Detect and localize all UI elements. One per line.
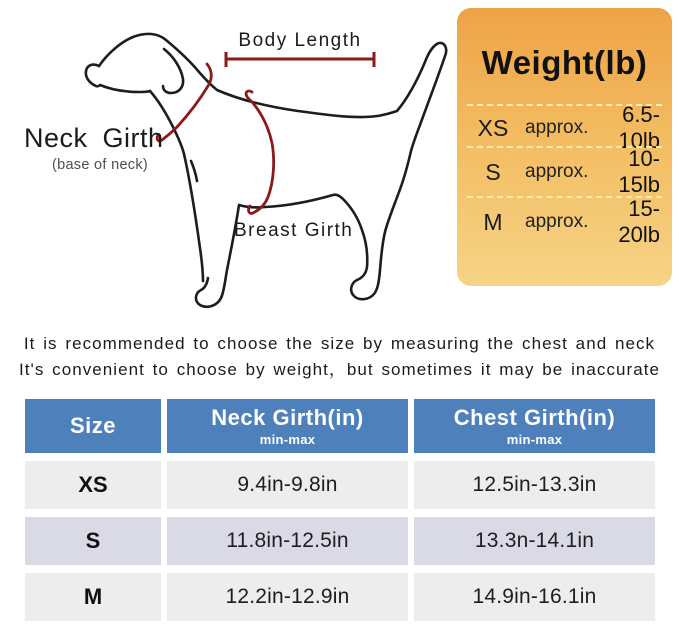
header-cell-chest-girth — [414, 399, 655, 453]
weight-row-value: 10-15lb — [618, 146, 660, 197]
dog-shoulder-hint-path — [191, 161, 197, 181]
sizing-note — [0, 331, 679, 383]
weight-row-m — [471, 196, 660, 247]
cell-neck-girth: 9.4in-9.8in — [167, 461, 408, 509]
neck-girth-label: Neck Girth — [24, 123, 164, 153]
table-row-m — [25, 573, 655, 621]
weight-row-value: 15-20lb — [618, 196, 660, 247]
dog-chest-front-leg-path — [150, 91, 203, 281]
weight-row-size: M — [483, 208, 503, 235]
weight-panel-title: Weight(lb) — [481, 44, 648, 81]
body-length-measure-line — [226, 52, 374, 67]
cell-chest-girth: 13.3n-14.1in — [414, 517, 655, 565]
table-row-xs — [25, 461, 655, 509]
breast-girth-label: Breast Girth — [234, 220, 354, 241]
weight-row-size: S — [485, 158, 501, 185]
weight-panel — [457, 8, 672, 286]
header-label: Chest Girth(in) — [453, 405, 616, 430]
header-label: Size — [69, 413, 117, 438]
cell-neck-girth: 11.8in-12.5in — [167, 517, 408, 565]
size-table-header — [25, 399, 655, 453]
sizing-note-line2: It's convenient to choose by weight，but sometimes it may be inaccurate — [18, 360, 661, 379]
weight-row-size: XS — [477, 114, 509, 141]
header-sublabel: min-max — [259, 432, 316, 447]
dog-nose-jaw-path — [86, 65, 150, 92]
weight-row-approx: approx. — [525, 211, 589, 232]
cell-neck-girth: 12.2in-12.9in — [167, 573, 408, 621]
table-row-s — [25, 517, 655, 565]
header-label: Neck Girth(in) — [211, 405, 364, 430]
cell-size: S — [25, 517, 161, 565]
weight-row-xs — [471, 102, 660, 153]
weight-row-s — [471, 146, 660, 197]
header-cell-size — [25, 399, 161, 453]
cell-size: XS — [25, 461, 161, 509]
weight-row-approx: approx. — [525, 117, 589, 138]
dog-ear-path — [163, 49, 183, 93]
weight-row-approx: approx. — [525, 161, 589, 182]
breast-girth-arc — [246, 91, 273, 213]
size-table — [25, 399, 655, 621]
cell-size: M — [25, 573, 161, 621]
neck-girth-sublabel: (base of neck) — [51, 157, 149, 173]
weight-row-value: 6.5-10lb — [618, 102, 660, 153]
body-length-label: Body Length — [238, 30, 362, 51]
dog-measurement-diagram — [0, 0, 460, 335]
header-sublabel: min-max — [506, 432, 563, 447]
cell-chest-girth: 14.9in-16.1in — [414, 573, 655, 621]
header-cell-neck-girth — [167, 399, 408, 453]
cell-chest-girth: 12.5in-13.3in — [414, 461, 655, 509]
sizing-note-line1: It is recommended to choose the size by measuring the chest and neck — [23, 334, 656, 353]
